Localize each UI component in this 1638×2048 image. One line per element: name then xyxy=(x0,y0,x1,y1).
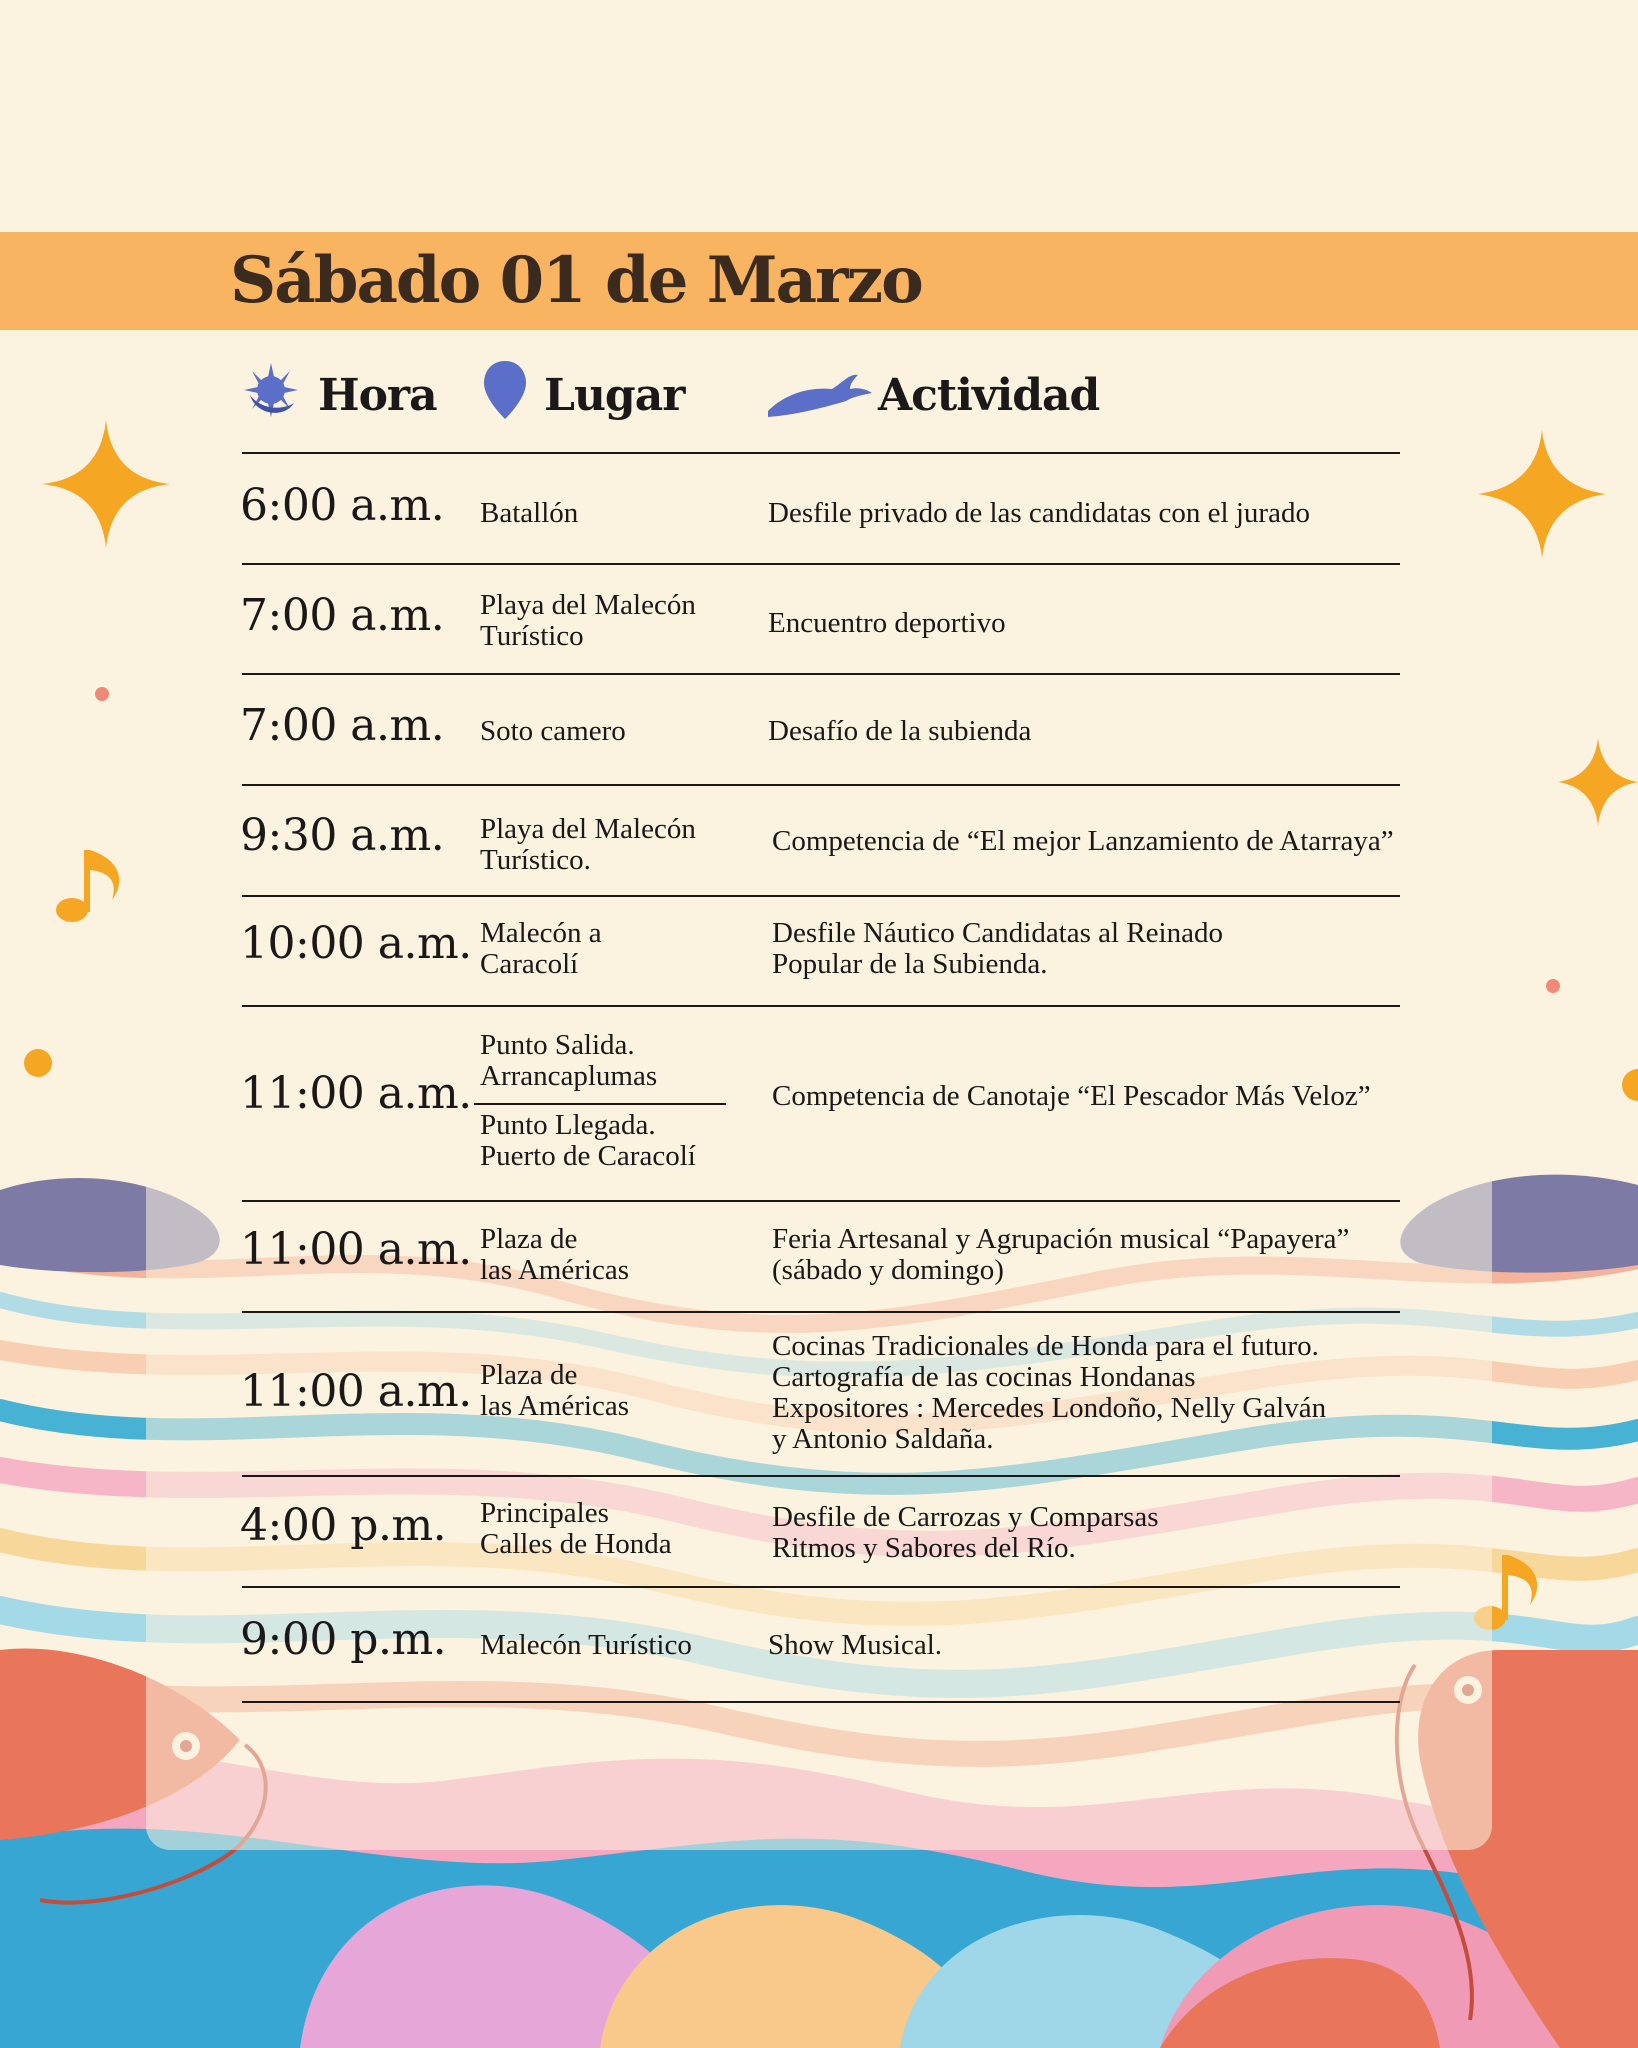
row-divider xyxy=(242,895,1400,897)
dot-decoration xyxy=(1622,1069,1638,1101)
column-activity-label: Actividad xyxy=(878,369,1100,421)
row-time: 9:00 p.m. xyxy=(240,1614,447,1665)
row-time: 4:00 p.m. xyxy=(240,1500,447,1551)
row-divider xyxy=(242,452,1400,454)
row-time: 11:00 a.m. xyxy=(240,1366,472,1417)
row-time: 7:00 a.m. xyxy=(240,590,445,641)
dot-decoration xyxy=(1546,979,1560,993)
row-place: Playa del Malecón Turístico xyxy=(480,589,696,652)
row-time: 11:00 a.m. xyxy=(240,1224,472,1275)
row-activity: Competencia de “El mejor Lanzamiento de Atarraya” xyxy=(772,825,1394,857)
row-activity: Show Musical. xyxy=(768,1629,942,1661)
row-time: 7:00 a.m. xyxy=(240,700,445,751)
column-header-hour xyxy=(240,360,437,430)
row-activity: Competencia de Canotaje “El Pescador Más Veloz” xyxy=(772,1080,1371,1112)
sun-moon-icon xyxy=(240,359,302,432)
star-right-icon xyxy=(1478,430,1606,558)
column-header-place xyxy=(482,360,684,430)
row-place-start: Punto Salida. Arrancaplumas xyxy=(480,1029,658,1092)
row-place: Plaza de las Américas xyxy=(480,1359,629,1422)
row-activity: Cocinas Tradicionales de Honda para el futuro. Cartografía de las cocinas Hondanas Expositores : Mercedes Londoño, Nelly Galván y Antonio Saldaña. xyxy=(772,1330,1327,1455)
row-activity: Encuentro deportivo xyxy=(768,607,1006,639)
star-left-icon xyxy=(42,420,170,548)
row-activity: Desfile de Carrozas y Comparsas Ritmos y Sabores del Río. xyxy=(772,1501,1159,1564)
row-divider xyxy=(242,1586,1400,1588)
column-place-label: Lugar xyxy=(544,369,685,421)
page-title: Sábado 01 de Marzo xyxy=(230,243,922,318)
location-pin-icon xyxy=(482,359,528,432)
row-divider xyxy=(242,784,1400,786)
row-divider xyxy=(242,563,1400,565)
row-place-end: Punto Llegada. Puerto de Caracolí xyxy=(480,1109,696,1172)
row-divider xyxy=(242,1701,1400,1703)
row-time: 11:00 a.m. xyxy=(240,1068,472,1119)
row-place: Plaza de las Américas xyxy=(480,1223,629,1286)
music-note-left-icon xyxy=(56,850,119,922)
row-activity: Desafío de la subienda xyxy=(768,715,1032,747)
row-divider xyxy=(242,1200,1400,1202)
row-divider xyxy=(242,1311,1400,1313)
row-activity: Desfile Náutico Candidatas al Reinado Popular de la Subienda. xyxy=(772,917,1223,980)
hand-icon xyxy=(766,359,874,432)
row-time: 10:00 a.m. xyxy=(240,918,472,969)
star-small-icon xyxy=(1558,738,1638,826)
row-activity: Feria Artesanal y Agrupación musical “Papayera” (sábado y domingo) xyxy=(772,1223,1350,1286)
row-place: Malecón a Caracolí xyxy=(480,917,602,980)
place-sub-divider xyxy=(474,1103,726,1105)
row-divider xyxy=(242,1475,1400,1477)
column-header-activity xyxy=(766,360,1099,430)
row-place: Malecón Turístico xyxy=(480,1629,692,1661)
row-divider xyxy=(242,1005,1400,1007)
row-place: Principales Calles de Honda xyxy=(480,1497,672,1560)
column-hour-label: Hora xyxy=(318,369,437,421)
dot-decoration xyxy=(95,687,109,701)
row-place: Playa del Malecón Turístico. xyxy=(480,813,696,876)
row-time: 9:30 a.m. xyxy=(240,810,445,861)
row-divider xyxy=(242,673,1400,675)
row-time: 6:00 a.m. xyxy=(240,480,445,531)
row-activity: Desfile privado de las candidatas con el jurado xyxy=(768,497,1310,529)
row-place: Soto camero xyxy=(480,715,626,747)
dot-decoration xyxy=(24,1049,52,1077)
row-place: Batallón xyxy=(480,497,579,529)
